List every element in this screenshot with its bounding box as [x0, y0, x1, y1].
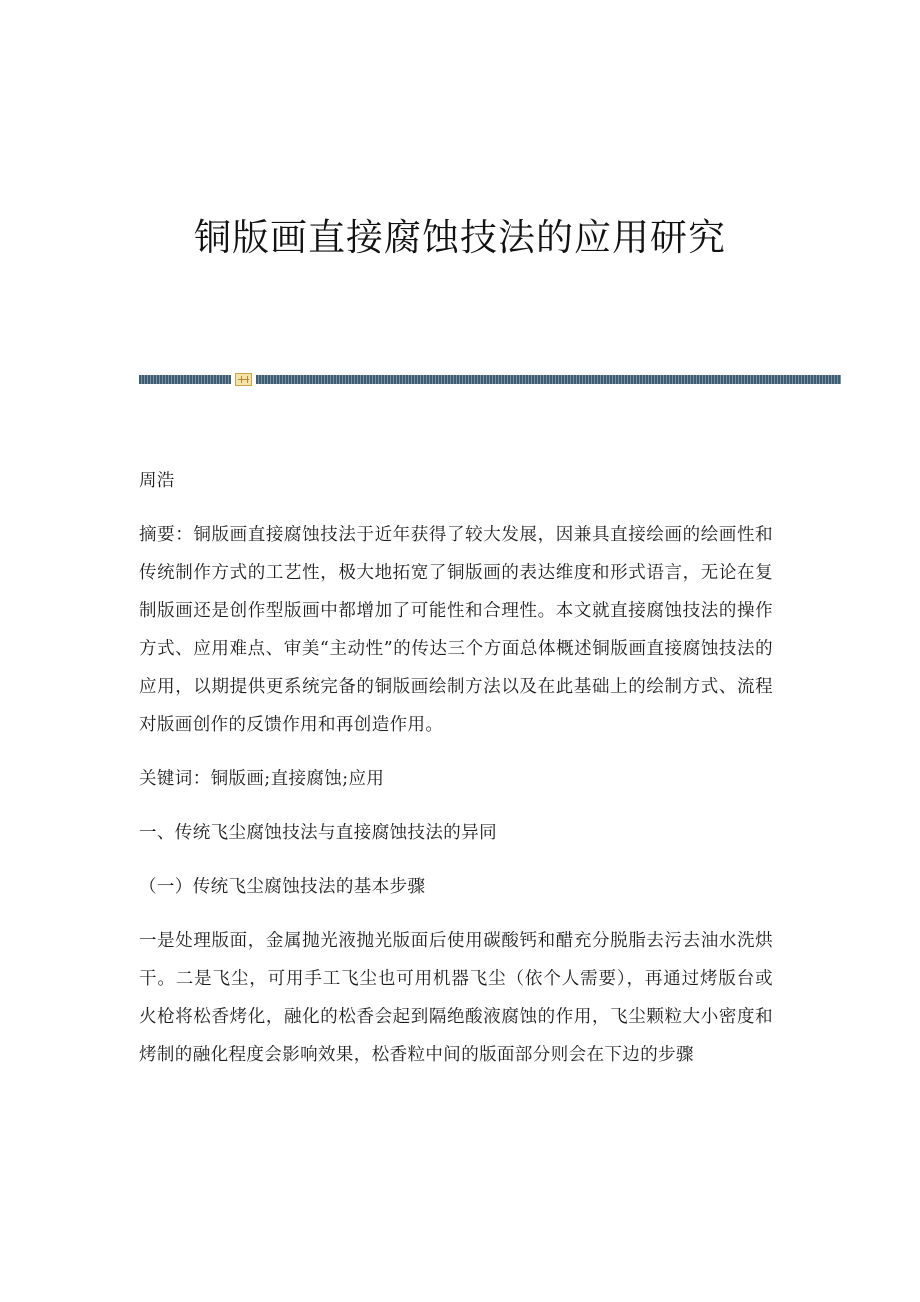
author-name: 周浩 — [139, 471, 175, 491]
subsection-heading: （一）传统飞尘腐蚀技法的基本步骤 — [139, 877, 426, 897]
section-heading: 一、传统飞尘腐蚀技法与直接腐蚀技法的异同 — [139, 823, 497, 843]
body-paragraph: 一是处理版面，金属抛光液抛光版面后使用碳酸钙和醋充分脱脂去污去油水洗烘干。二是飞尘，可用手工飞尘也可用机器飞尘（依个人需要），再通过烤版台或火枪将松香烤化，融化的松香会起到隔绝酸液腐蚀的作用，飞尘颗粒大小密度和烤制的融化程度会影响效果，松香粒中间的版面部分则会在下边的步骤 — [139, 931, 773, 1065]
document-body — [139, 462, 773, 1074]
title-divider-left — [139, 375, 231, 384]
keywords-line: 关键词：铜版画;直接腐蚀;应用 — [139, 769, 385, 789]
title-divider-right — [256, 375, 841, 384]
document-title: 铜版画直接腐蚀技法的应用研究 — [194, 216, 726, 259]
abstract-paragraph: 摘要：铜版画直接腐蚀技法于近年获得了较大发展，因兼具直接绘画的绘画性和传统制作方式的工艺性，极大地拓宽了铜版画的表达维度和形式语言，无论在复制版画还是创作型版画中都增加了可能性和合理性。本文就直接腐蚀技法的操作方式、应用难点、审美“主动性”的传达三个方面总体概述铜版画直接腐蚀技法的应用，以期提供更系统完备的铜版画绘制方法以及在此基础上的绘制方式、流程对版画创作的反馈作用和再创造作用。 — [139, 525, 773, 735]
divider-ornament-icon — [235, 373, 252, 386]
